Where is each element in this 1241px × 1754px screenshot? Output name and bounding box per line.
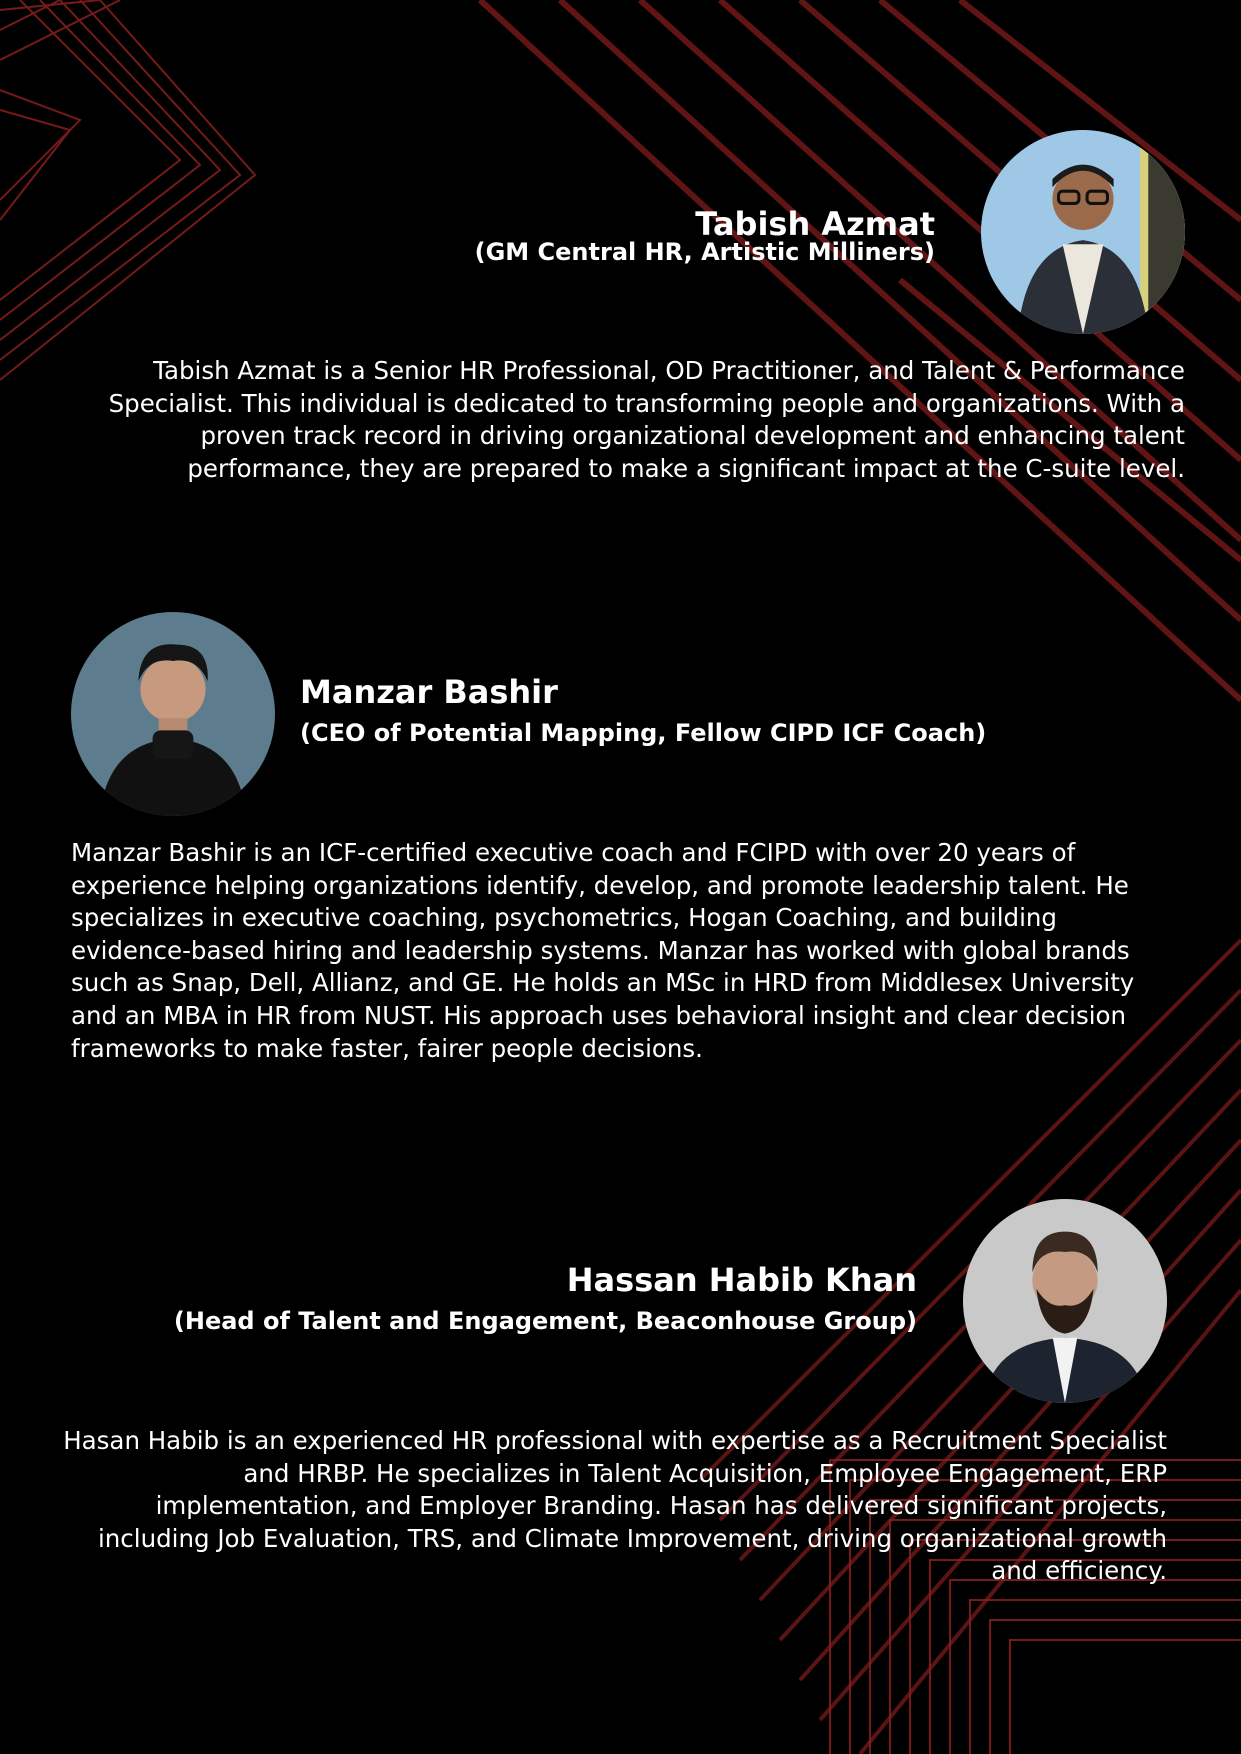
speaker-bio: Tabish Azmat is a Senior HR Professional, OD Practitioner, and Talent & Performance Specialist. This individual is dedicated to transforming people and organizations. With a proven track record in driving organizational development and enhancing talent performance, they are prepared to make a significant impact at the C-suite level. (108, 356, 1185, 483)
portrait-photo-icon (71, 612, 275, 816)
speaker-photo-manzar (71, 612, 275, 816)
speaker-name: Manzar Bashir (300, 673, 558, 711)
speaker-bio: Manzar Bashir is an ICF-certified executive coach and FCIPD with over 20 years of experience helping organizations identify, develop, and promote leadership talent. He specializes in executive coaching, psychometrics, Hogan Coaching, and building evidence-based hiring and leadership systems. Manzar has worked with global brands such as Snap, Dell, Allianz, and GE. He holds an MSc in HRD from Middlesex University and an MBA in HR from NUST. His approach uses behavioral insight and clear decision frameworks to make faster, fairer people decisions. (71, 838, 1135, 1063)
speaker-role: (GM Central HR, Artistic Milliners) (474, 238, 935, 266)
portrait-photo-icon (963, 1199, 1167, 1403)
speaker-photo-hassan (963, 1199, 1167, 1403)
speaker-name: Tabish Azmat (695, 205, 935, 243)
speaker-role: (CEO of Potential Mapping, Fellow CIPD ICF Coach) (300, 719, 987, 747)
speaker-name: Hassan Habib Khan (566, 1261, 917, 1299)
speaker-photo-tabish (981, 130, 1185, 334)
speaker-bio: Hasan Habib is an experienced HR professional with expertise as a Recruitment Specialist and HRBP. He specializes in Talent Acquisition, Employee Engagement, ERP implementation, and Employer Branding. Hasan has delivered significant projects, including Job Evaluation, TRS, and Climate Improvement, driving organizational growth and efficiency. (63, 1426, 1167, 1586)
portrait-photo-icon (981, 130, 1185, 334)
speaker-role: (Head of Talent and Engagement, Beaconhouse Group) (173, 1307, 917, 1335)
